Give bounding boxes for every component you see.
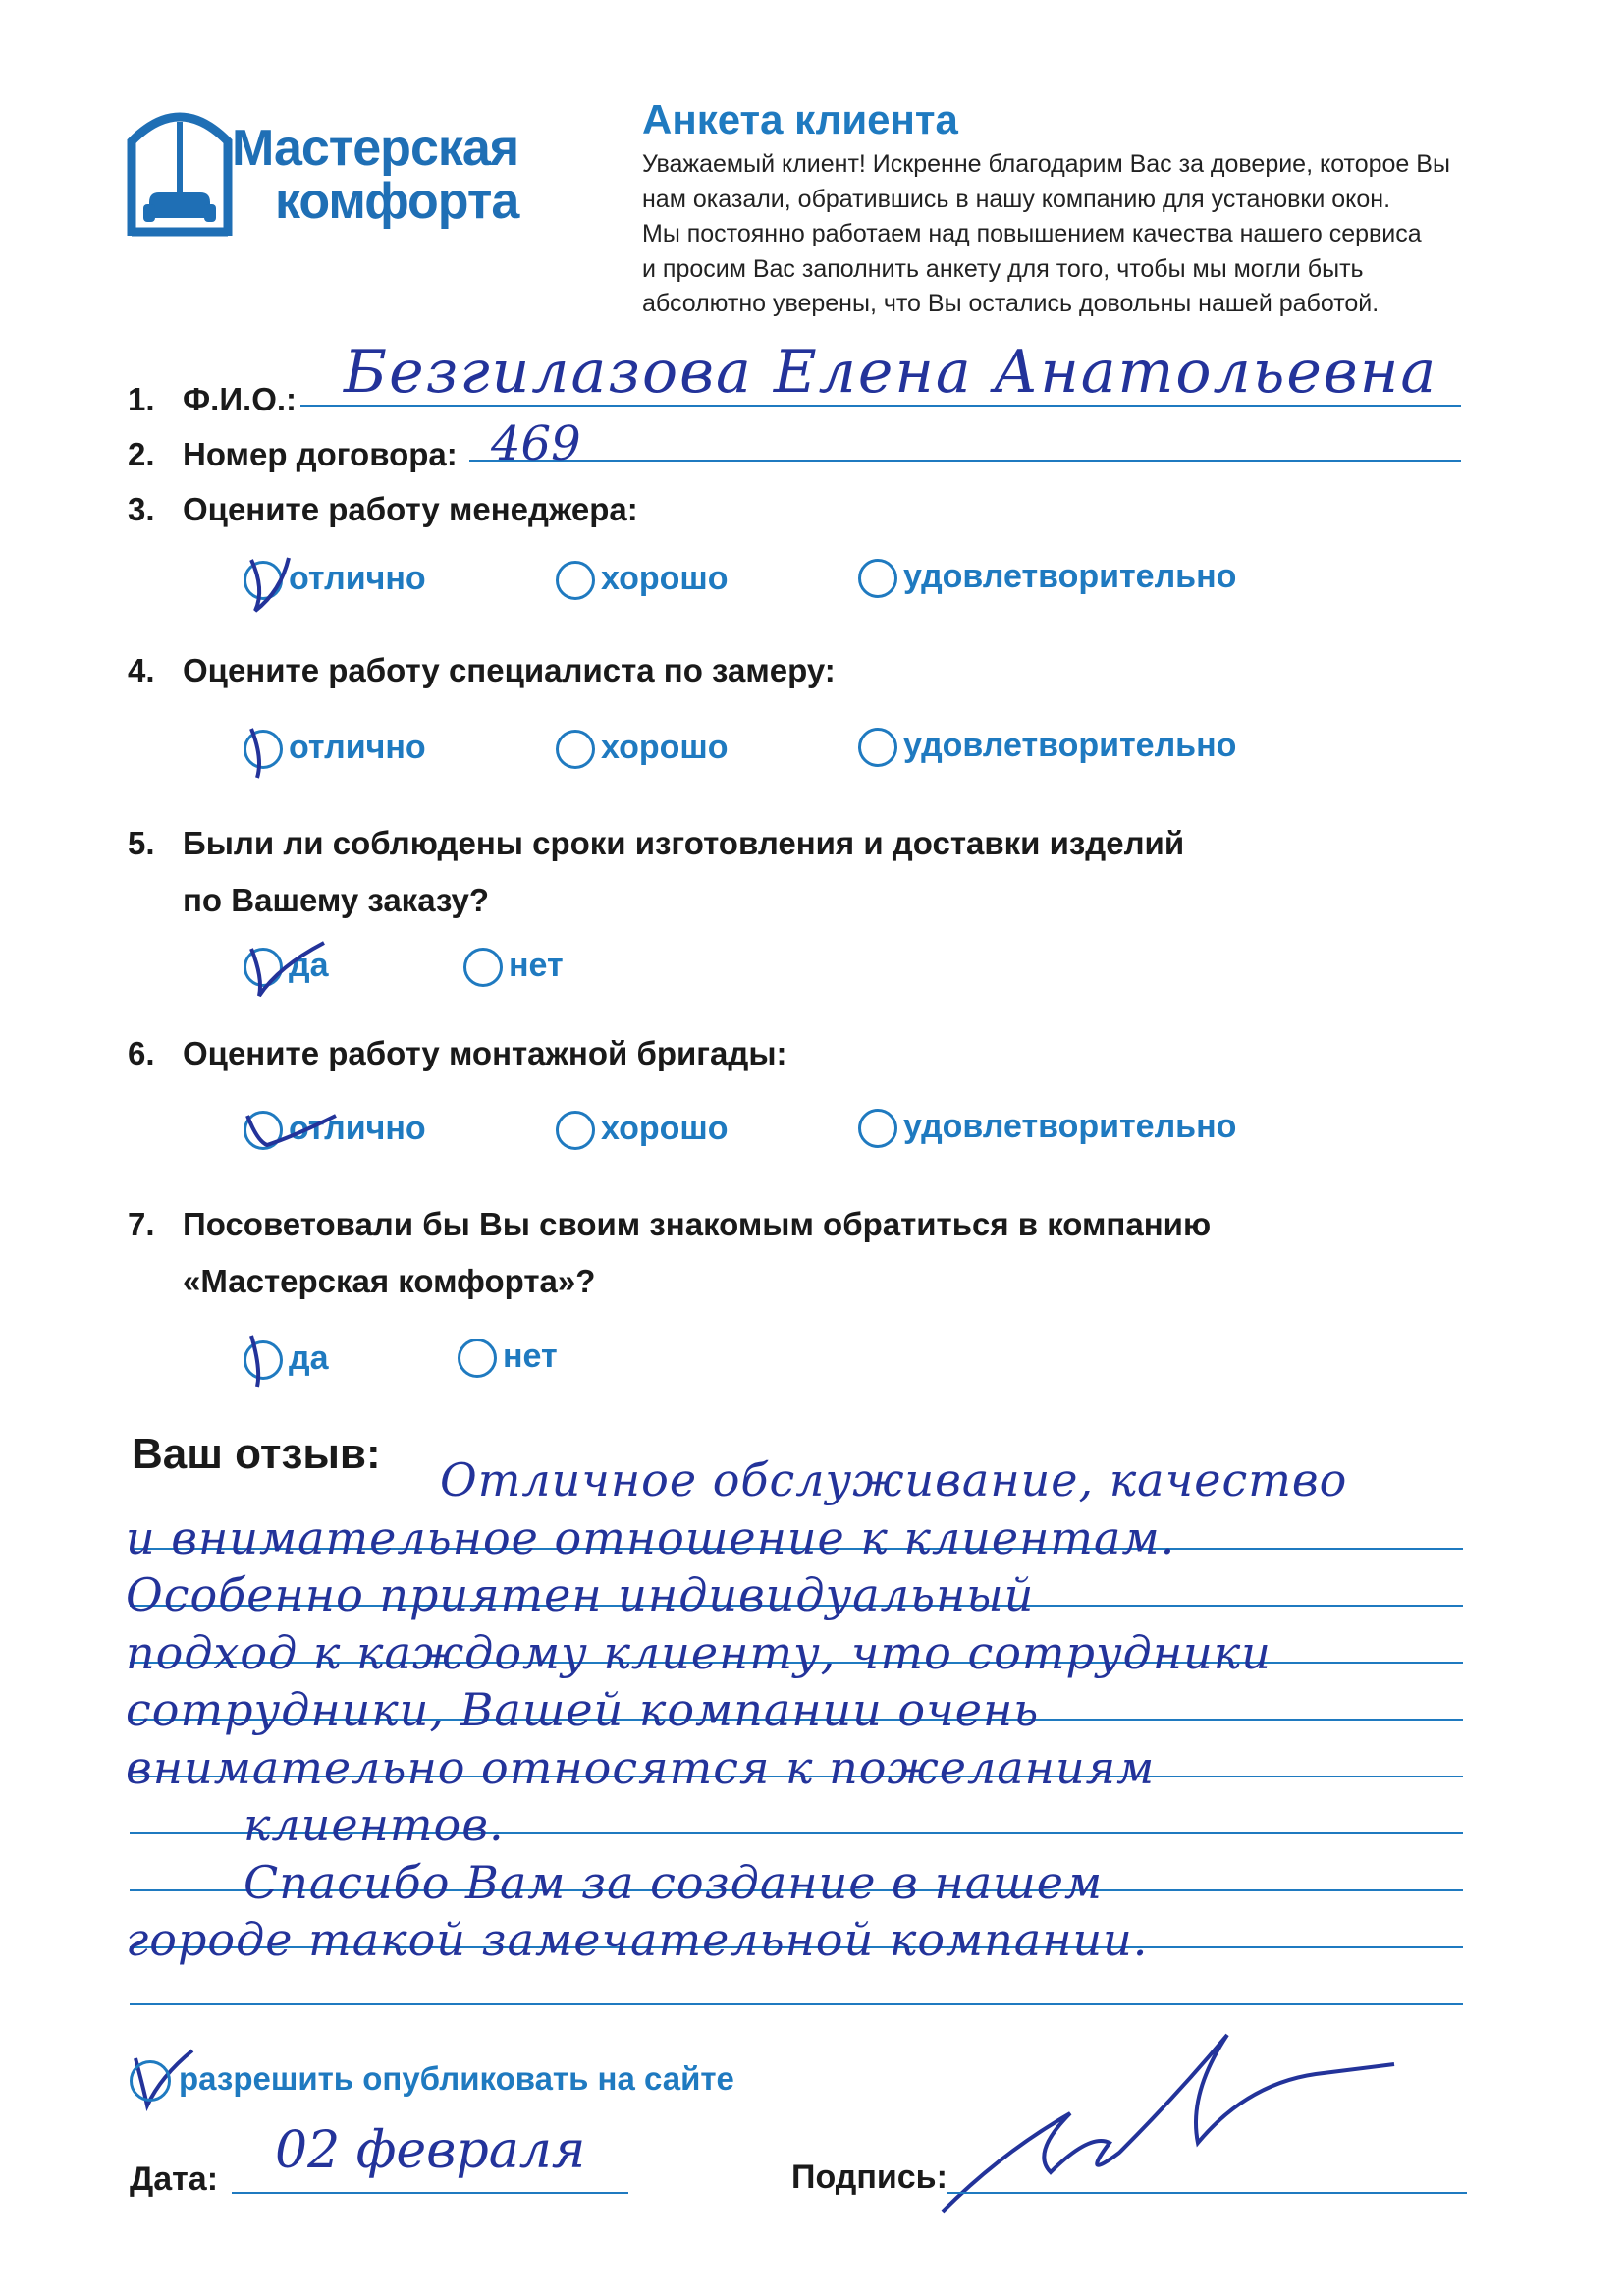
q4-option-excellent[interactable]: отлично	[244, 729, 426, 769]
question-text-cont: «Мастерская комфорта»?	[183, 1263, 596, 1299]
review-text-line: подход к каждому клиенту, что сотрудники	[126, 1625, 1272, 1679]
review-text-line: сотрудники, Вашей компании очень	[126, 1683, 1040, 1736]
question-number: 1.	[128, 381, 155, 417]
question-text-cont: по Вашему заказу?	[183, 882, 490, 918]
question-number: 4.	[128, 652, 155, 688]
q3-option-satisfactory[interactable]: удовлетворительно	[858, 558, 1236, 598]
question-text: Оцените работу монтажной бригады:	[183, 1035, 787, 1071]
q6-option-excellent[interactable]: отлично	[244, 1110, 426, 1150]
publish-checkbox[interactable]	[130, 2060, 171, 2102]
question-number: 2.	[128, 436, 155, 472]
q4-option-satisfactory[interactable]: удовлетворительно	[858, 727, 1236, 767]
date-underline	[232, 2192, 628, 2194]
fio-label: Ф.И.О.:	[183, 381, 298, 417]
q5-option-no[interactable]: нет	[463, 947, 564, 987]
signature	[943, 2035, 1394, 2212]
question-text: Оцените работу специалиста по замеру:	[183, 652, 836, 688]
intro-line: абсолютно уверены, что Вы остались довольны нашей работой.	[642, 290, 1380, 317]
q3-option-good[interactable]: хорошо	[556, 560, 728, 600]
review-text-line: Особенно приятен индивидуальный	[126, 1568, 1035, 1621]
logo-line-2: комфорта	[275, 173, 519, 230]
signature-underline	[947, 2192, 1467, 2194]
check-mark	[247, 1116, 336, 1145]
publish-permission[interactable]	[130, 2060, 734, 2102]
contract-value[interactable]: 469	[491, 416, 581, 471]
intro-line: Мы постоянно работаем над повышением качества нашего сервиса	[642, 220, 1422, 247]
logo-line-1: Мастерская	[232, 120, 519, 177]
check-mark	[251, 558, 289, 611]
review-text-line: городе такой замечательной компании.	[126, 1913, 1149, 1966]
q5-option-yes[interactable]: да	[244, 947, 329, 987]
check-mark	[251, 943, 324, 996]
q7-option-no[interactable]: нет	[458, 1338, 558, 1378]
check-mark	[251, 729, 259, 778]
review-text-line: Спасибо Вам за создание в нашем	[244, 1855, 1104, 1909]
intro-line: Уважаемый клиент! Искренне благодарим Вас за доверие, которое Вы	[642, 150, 1450, 178]
publish-label: разрешить опубликовать на сайте	[179, 2060, 734, 2097]
fio-value[interactable]: Безгилазова Елена Анатольевна	[344, 338, 1438, 407]
review-text[interactable]	[126, 1451, 1579, 1969]
q4-option-good[interactable]: хорошо	[556, 729, 728, 769]
check-mark	[251, 1336, 258, 1387]
question-number: 7.	[128, 1206, 155, 1242]
question-text: Были ли соблюдены сроки изготовления и доставки изделий	[183, 825, 1185, 861]
date-label: Дата:	[130, 2160, 219, 2198]
review-text-line: внимательно относятся к пожеланиям	[126, 1740, 1156, 1794]
review-text-line: Отличное обслуживание, качество	[440, 1453, 1348, 1506]
q7-option-yes[interactable]: да	[244, 1339, 329, 1380]
signature-label: Подпись:	[791, 2159, 947, 2196]
intro-line: нам оказали, обратившись в нашу компанию для установки окон.	[642, 185, 1391, 213]
review-line	[130, 2003, 1463, 2005]
review-text-line: и внимательное отношение к клиентам.	[126, 1510, 1176, 1564]
contract-label: Номер договора:	[183, 436, 458, 472]
q6-option-satisfactory[interactable]: удовлетворительно	[858, 1108, 1236, 1148]
q3-option-excellent[interactable]: отлично	[244, 560, 426, 600]
intro-line: и просим Вас заполнить анкету для того, чтобы мы могли быть	[642, 254, 1364, 283]
form-title: Анкета клиента	[642, 96, 958, 142]
question-text: Оцените работу менеджера:	[183, 491, 638, 527]
review-text-line: клиентов.	[244, 1798, 505, 1851]
review-title: Ваш отзыв:	[132, 1430, 381, 1478]
question-text: Посоветовали бы Вы своим знакомым обратиться в компанию	[183, 1206, 1212, 1242]
date-value[interactable]: 02 февраля	[275, 2121, 586, 2180]
question-number: 3.	[128, 491, 155, 527]
q6-option-good[interactable]: хорошо	[556, 1110, 728, 1150]
question-number: 6.	[128, 1035, 155, 1071]
question-number: 5.	[128, 825, 155, 861]
